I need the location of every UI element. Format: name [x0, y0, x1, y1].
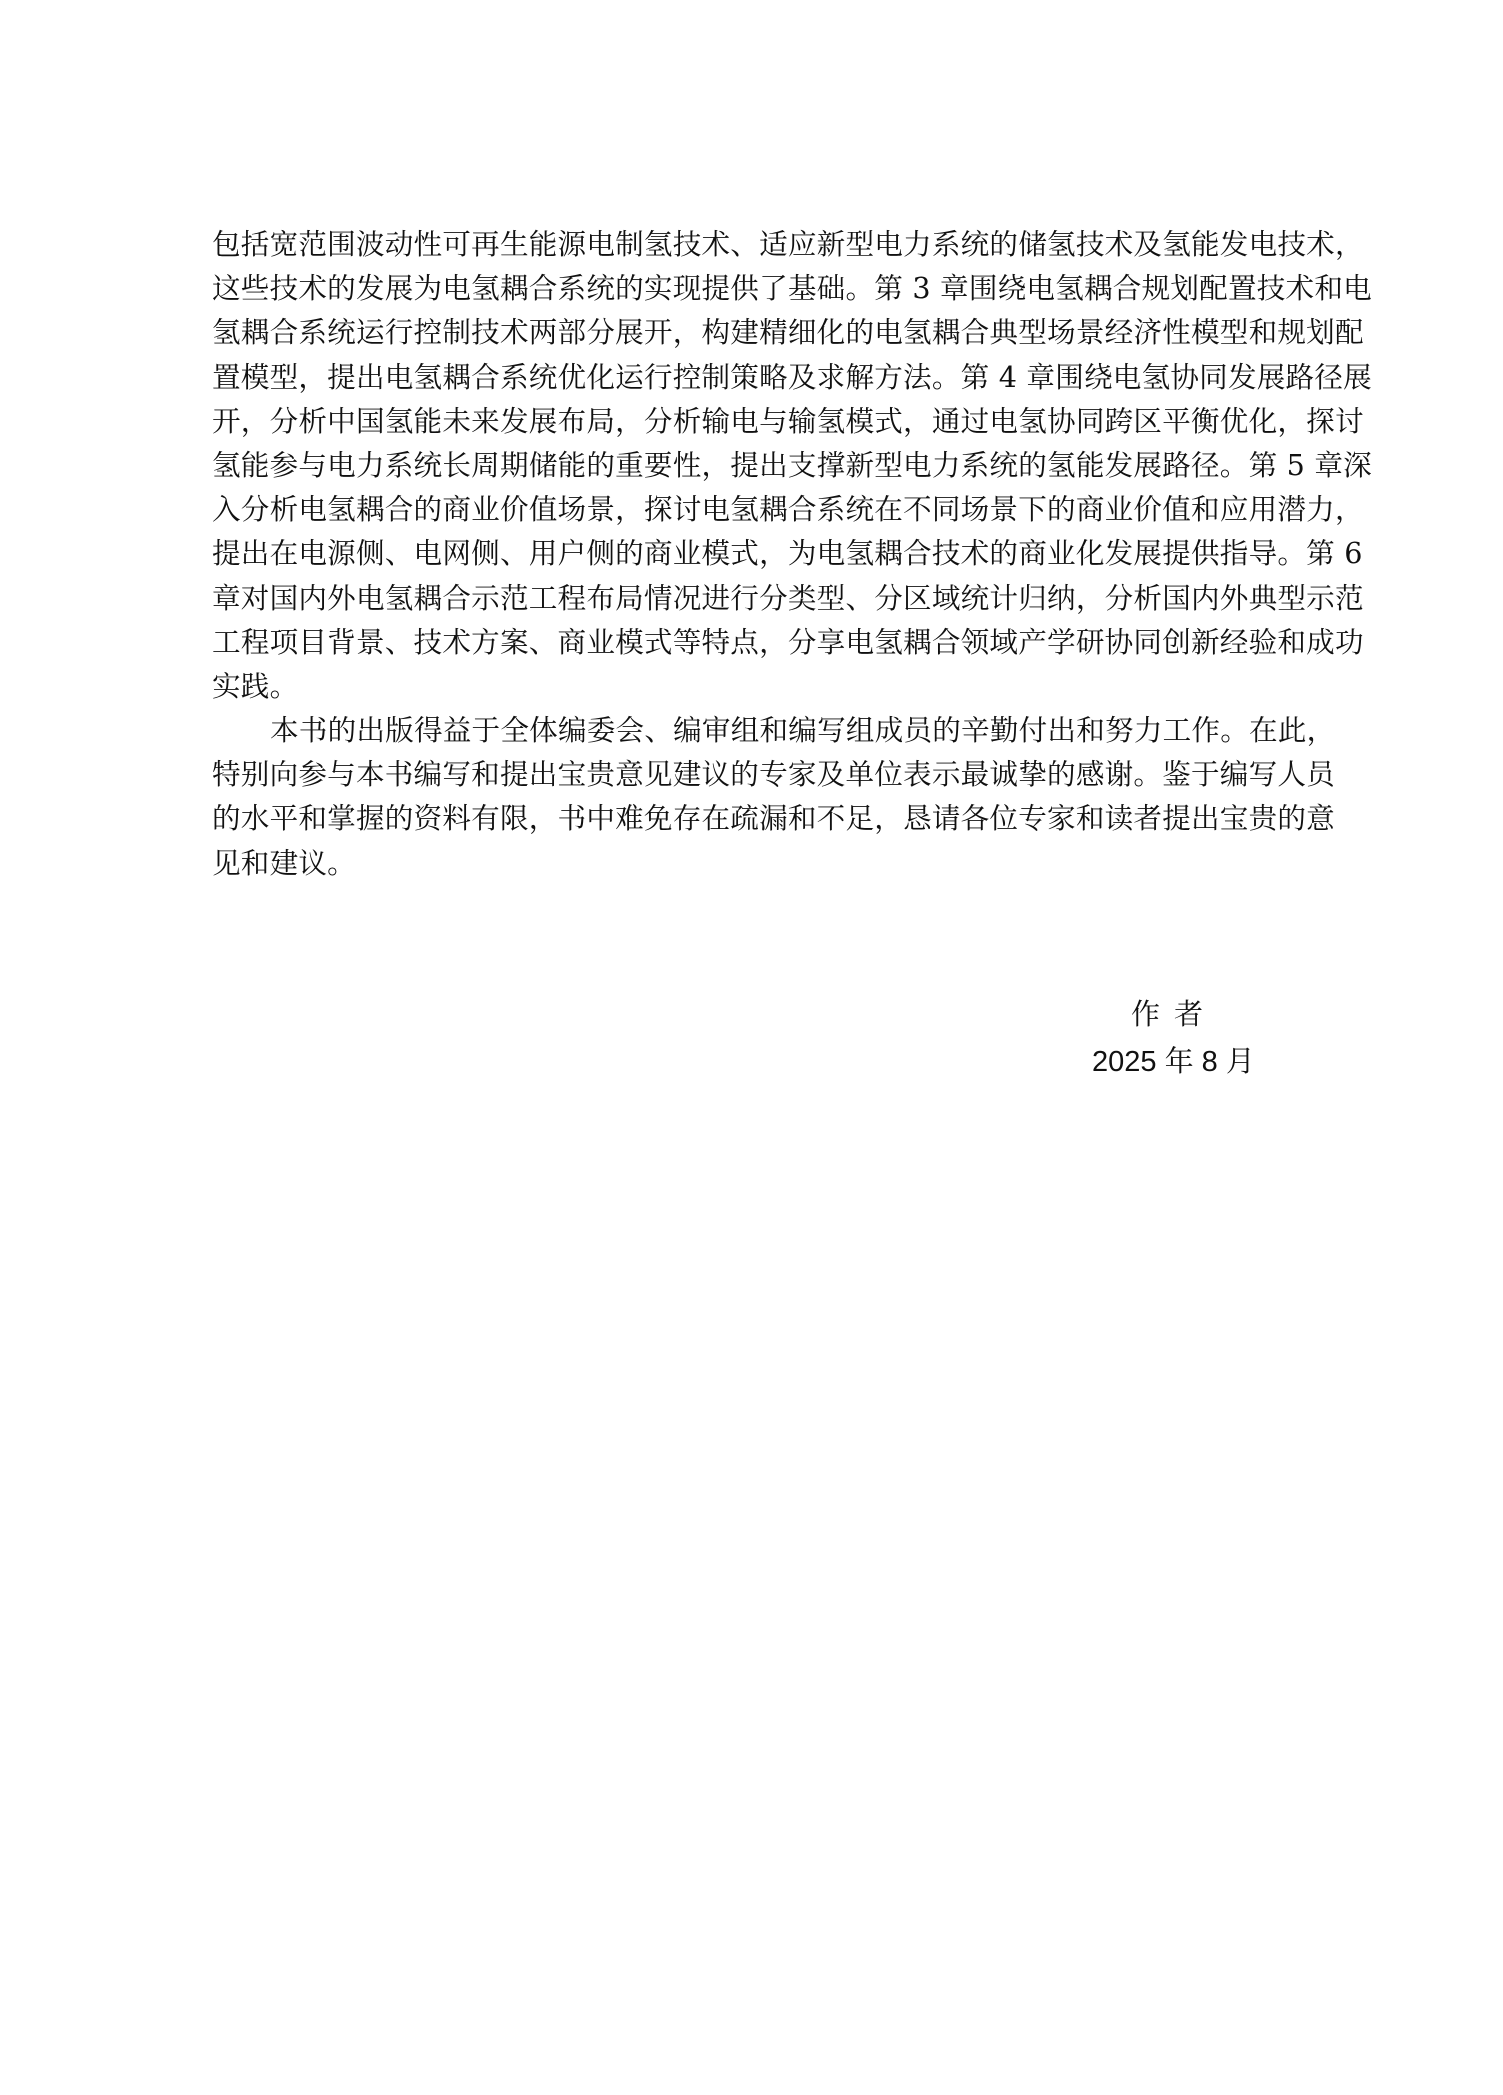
body-text	[212, 222, 1372, 885]
text-line: 氢能参与电力系统长周期储能的重要性，提出支撑新型电力系统的氢能发展路径。第 5 章深	[212, 447, 1372, 482]
text-line: 实践。	[212, 668, 299, 703]
text-line: 入分析电氢耦合的商业价值场景，探讨电氢耦合系统在不同场景下的商业价值和应用潜力，	[212, 492, 1364, 527]
paragraph-1	[212, 222, 1372, 708]
text-line: 开，分析中国氢能未来发展布局，分析输电与输氢模式，通过电氢协同跨区平衡优化，探讨	[212, 403, 1364, 438]
signature-date: 2025 年 8 月	[1092, 1046, 1255, 1078]
text-line: 的水平和掌握的资料有限，书中难免存在疏漏和不足，恳请各位专家和读者提出宝贵的意	[212, 801, 1335, 836]
text-line: 特别向参与本书编写和提出宝贵意见建议的专家及单位表示最诚挚的感谢。鉴于编写人员	[212, 757, 1335, 792]
text-line: 氢耦合系统运行控制技术两部分展开，构建精细化的电氢耦合典型场景经济性模型和规划配	[212, 315, 1364, 350]
text-line: 包括宽范围波动性可再生能源电制氢技术、适应新型电力系统的储氢技术及氢能发电技术，	[212, 227, 1364, 261]
text-line: 这些技术的发展为电氢耦合系统的实现提供了基础。第 3 章围绕电氢耦合规划配置技术和电	[212, 271, 1372, 306]
author-signature: 作者	[1131, 997, 1218, 1031]
text-line: 提出在电源侧、电网侧、用户侧的商业模式，为电氢耦合技术的商业化发展提供指导。第 6	[212, 536, 1363, 571]
signature-block	[1092, 990, 1322, 1086]
text-line: 章对国内外电氢耦合示范工程布局情况进行分类型、分区域统计归纳，分析国内外典型示范	[212, 580, 1364, 615]
text-line: 置模型，提出电氢耦合系统优化运行控制策略及求解方法。第 4 章围绕电氢协同发展路径展	[212, 359, 1372, 394]
text-line: 见和建议。	[212, 845, 356, 880]
text-line: 工程项目背景、技术方案、商业模式等特点，分享电氢耦合领域产学研协同创新经验和成功	[212, 624, 1364, 659]
paragraph-2	[212, 708, 1336, 885]
text-line: 本书的出版得益于全体编委会、编审组和编写组成员的辛勤付出和努力工作。在此，	[270, 713, 1336, 748]
